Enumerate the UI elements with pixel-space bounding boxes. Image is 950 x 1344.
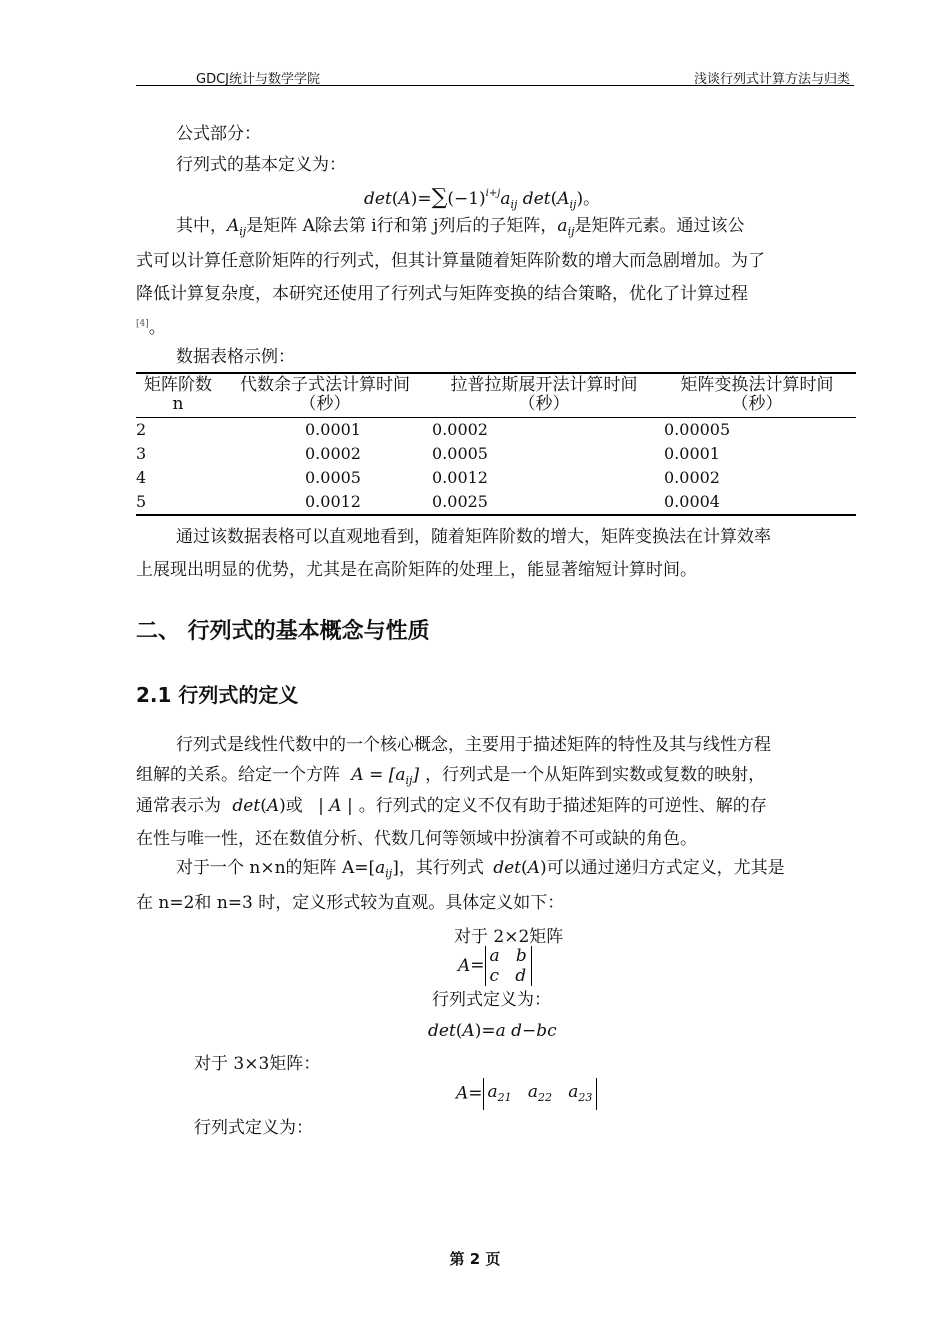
p1-line-3: 通常表示为 det(A)或 | A | 。行列式的定义不仅有助于描述矩阵的可逆性、解的存	[136, 796, 767, 816]
table-row	[136, 490, 856, 515]
case2-def: 行列式定义为：	[432, 990, 551, 1010]
p1-line-2b: ，行列式是一个从矩阵到实数或复数的映射，	[425, 765, 766, 785]
matrix-A-notation: $A = [a_{ij}]$	[351, 765, 420, 787]
table-header-cell: 矩阵阶数 n	[144, 375, 212, 414]
p1-line-4: 在性与唯一性，还在数值分析、代数几何等领域中扮演着不可或缺的角色。	[136, 829, 697, 849]
table-cell: 0.0012	[305, 492, 361, 511]
p1-line-2	[136, 765, 765, 791]
formula-label: 公式部分：	[176, 124, 261, 144]
table-cell: 0.0025	[432, 492, 488, 511]
header-right: 浅谈行列式计算方法与归类	[693, 72, 850, 87]
p1-line-3a: 通常表示为	[136, 796, 221, 816]
table-cell: 0.0002	[664, 468, 720, 487]
data-table	[136, 372, 856, 516]
p1-line-1: 行列式是线性代数中的一个核心概念，主要用于描述矩阵的特性及其与线性方程	[176, 735, 771, 755]
p2-line-2: 在 n=2和 n=3 时，定义形式较为直观。具体定义如下：	[136, 893, 565, 913]
det-2x2-formula: det(A)=a d−bc	[428, 1021, 557, 1041]
table-cell: 0.00005	[664, 420, 731, 439]
section-heading: 二、 行列式的基本概念与性质	[136, 619, 430, 644]
table-header-row	[136, 373, 856, 418]
table-cell: 0.0001	[664, 444, 720, 463]
table-conclusion-1: 通过该数据表格可以直观地看到，随着矩阵阶数的增大，矩阵变换法在计算效率	[176, 527, 771, 547]
p1-line-3b: 或	[285, 796, 303, 816]
explanation-line-2: 式可以计算任意阶矩阵的行列式，但其计算量随着矩阵阶数的增大而急剧增加。为了	[136, 251, 765, 271]
table-cell: 0.0002	[432, 420, 488, 439]
explanation-line-4	[136, 314, 166, 338]
explanation-1c: 是矩阵元素。通过该公	[574, 216, 745, 236]
table-row	[136, 418, 856, 443]
header-left: GDCJ统计与数学学院	[196, 72, 320, 87]
table-header-cell: 矩阵变换法计算时间 （秒）	[680, 375, 834, 414]
p2-line-1c: 可以通过递归方式定义，尤其是	[546, 858, 785, 878]
table-cell: 0.0005	[432, 444, 488, 463]
explanation-1b: 是矩阵 A除去第 i行和第 j列后的子矩阵，	[246, 216, 558, 236]
case2-label: 对于 2×2矩阵	[454, 927, 564, 947]
p2-line-1a: 对于一个 n×n的矩阵 A=[	[176, 858, 376, 878]
table-cell: 4	[136, 468, 147, 487]
case3-label: 对于 3×3矩阵：	[194, 1054, 321, 1074]
table-cell: 0.0012	[432, 468, 488, 487]
p2-line-1b: ]，其行列式	[392, 858, 484, 878]
p1-line-2a: 组解的关系。给定一个方阵	[136, 765, 340, 785]
p1-line-3c: 。行列式的定义不仅有助于描述矩阵的可逆性、解的存	[358, 796, 767, 816]
subsection-heading: 2.1 行列式的定义	[136, 683, 299, 707]
explanation-line-1: 其中，$A_{ij}$是矩阵 A除去第 i行和第 j列后的子矩阵，$a_{ij}$是矩阵元素。通过该公	[176, 216, 745, 238]
table-intro: 数据表格示例：	[176, 347, 295, 367]
explanation-4: 。	[148, 318, 166, 338]
page-number: 第 2 页	[449, 1250, 501, 1268]
citation: [4]	[136, 319, 149, 329]
table-cell: 0.0004	[664, 492, 720, 511]
p2-line-1: 对于一个 n×n的矩阵 $A=[a_{ij}]$，其行列式 det(A)可以通过递归方式定义，尤其是	[176, 858, 785, 880]
table-row	[136, 466, 856, 490]
explanation-1a: 其中，	[176, 216, 227, 236]
determinant-formula: $\det(A)=\sum(-1)^{i+j}a_{ij}$ $\det(A_{ij})$。	[364, 185, 601, 211]
table-row	[136, 442, 856, 466]
table-cell: 0.0002	[305, 444, 361, 463]
table-header-cell: 拉普拉斯展开法计算时间 （秒）	[450, 375, 638, 414]
table-conclusion-2: 上展现出明显的优势，尤其是在高阶矩阵的处理上，能显著缩短计算时间。	[136, 560, 697, 580]
table-cell: 0.0005	[305, 468, 361, 487]
table-header-cell: 代数余子式法计算时间 （秒）	[240, 375, 410, 414]
case3-def: 行列式定义为：	[194, 1118, 313, 1138]
formula-tail: 。	[583, 189, 601, 209]
matrix-2x2: A= a b c d	[458, 946, 532, 986]
table-cell: 5	[136, 492, 147, 511]
table-cell: 0.0001	[305, 420, 361, 439]
table-cell: 2	[136, 420, 147, 439]
explanation-line-3: 降低计算复杂度，本研究还使用了行列式与矩阵变换的结合策略，优化了计算过程	[136, 284, 748, 304]
definition-intro: 行列式的基本定义为：	[176, 155, 346, 175]
matrix-3x3: $A= a_{21}$ $a_{22}$ $a_{23}$	[456, 1078, 597, 1110]
header-rule	[136, 85, 854, 86]
table-cell: 3	[136, 444, 147, 463]
